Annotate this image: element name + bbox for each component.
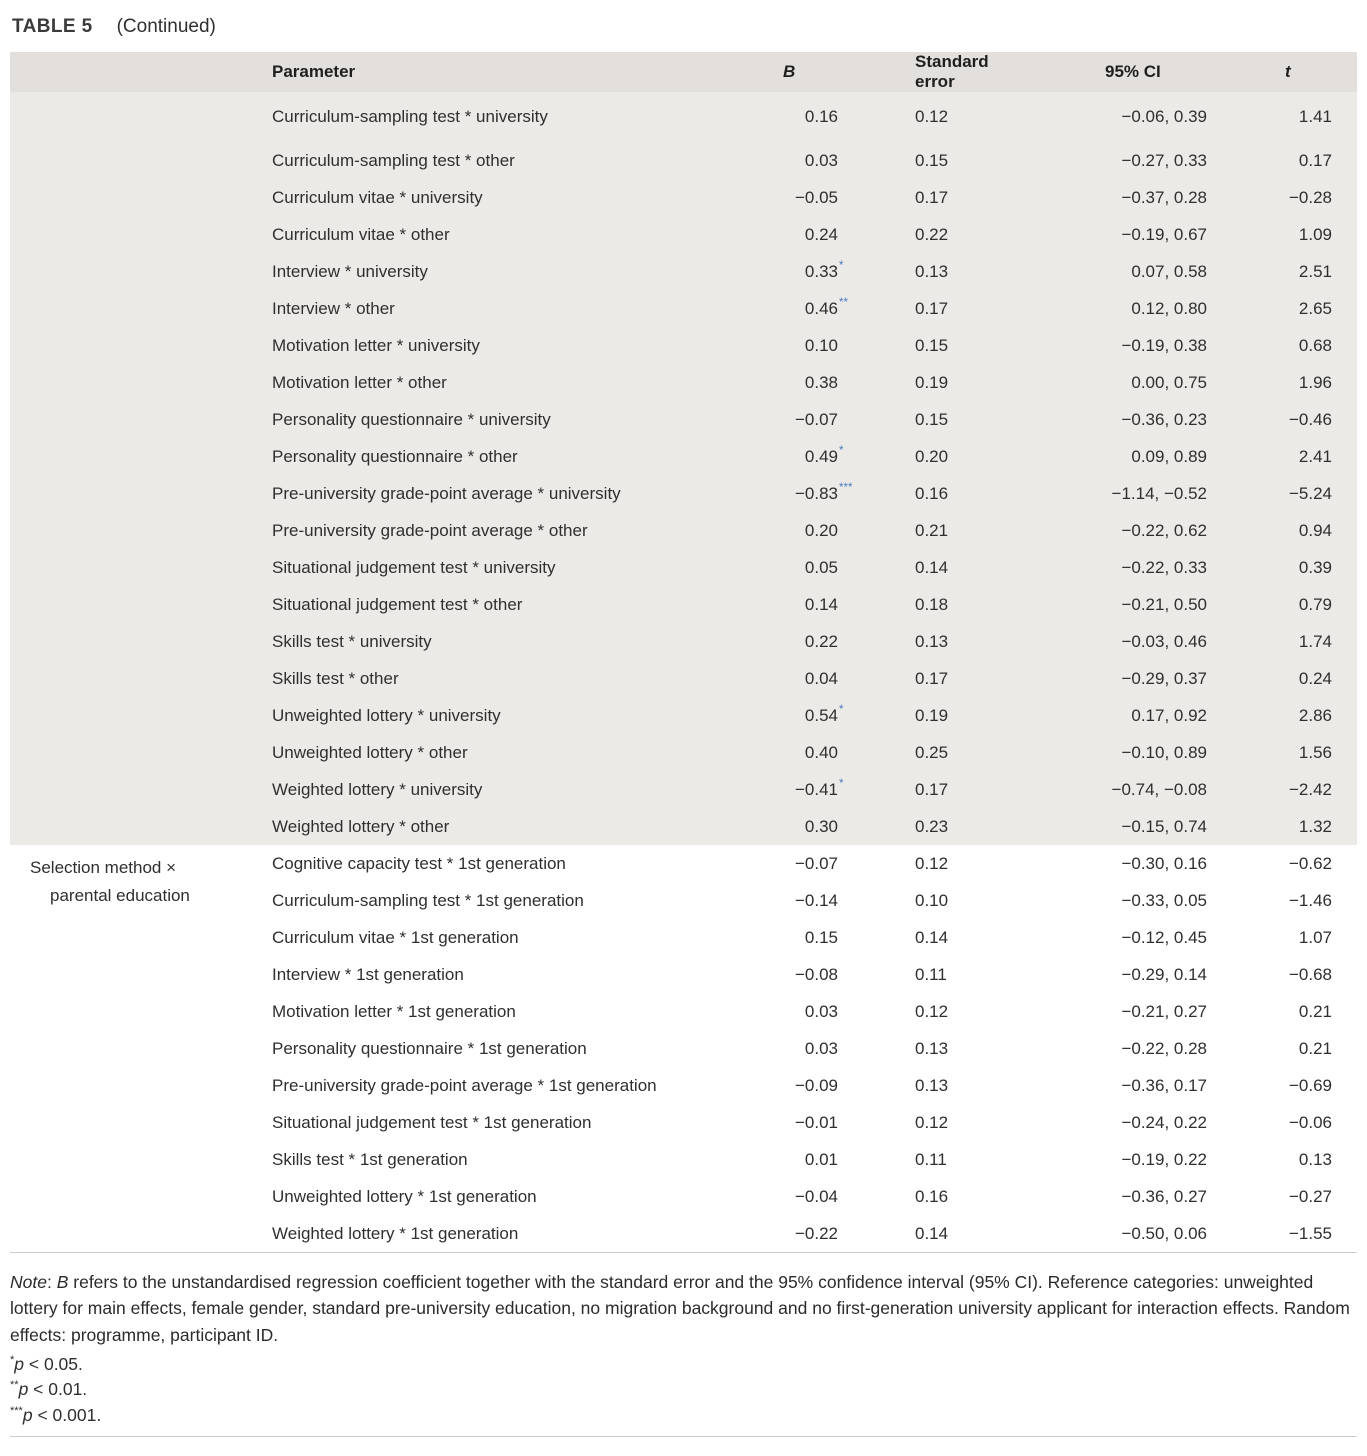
ci-cell: −0.29, 0.37 xyxy=(1015,660,1217,697)
t-value-cell: 0.24 xyxy=(1217,660,1357,697)
b-value-cell xyxy=(772,290,850,327)
b-value-cell xyxy=(772,808,850,845)
parameter-cell: Cognitive capacity test * 1st generation xyxy=(272,853,566,873)
ci-cell: −0.30, 0.16 xyxy=(1121,853,1207,873)
table-continued: (Continued) xyxy=(116,16,216,37)
t-value-cell: −0.28 xyxy=(1217,179,1357,216)
b-value-cell xyxy=(772,1215,850,1253)
footnote-stars: ** xyxy=(10,1379,19,1392)
t-value-cell: 1.07 xyxy=(1298,927,1332,947)
ci-cell: −0.22, 0.33 xyxy=(1015,549,1217,586)
b-value-cell xyxy=(772,623,850,660)
parameter-cell: Pre-university grade-point average * university xyxy=(262,475,772,512)
b-value: −0.14 xyxy=(794,890,838,910)
parameter-cell: Skills test * university xyxy=(262,623,772,660)
parameter-cell: Curriculum-sampling test * 1st generation xyxy=(272,890,584,910)
b-value-cell xyxy=(772,1067,850,1104)
table-body xyxy=(10,92,1357,1253)
significance-stars: * xyxy=(839,445,844,457)
b-value-cell xyxy=(772,401,850,438)
standard-error-cell: 0.13 xyxy=(915,1075,949,1095)
group-label-line: parental education xyxy=(50,886,190,905)
ci-cell: −0.24, 0.22 xyxy=(1121,1112,1207,1132)
standard-error-cell: 0.15 xyxy=(850,142,1015,179)
ci-cell: −0.36, 0.23 xyxy=(1015,401,1217,438)
t-value-cell: 2.51 xyxy=(1217,253,1357,290)
b-value-cell xyxy=(772,734,850,771)
standard-error-cell: 0.16 xyxy=(850,475,1015,512)
table-row xyxy=(10,92,1357,142)
bottom-rule xyxy=(10,1436,1357,1443)
footnotes xyxy=(10,1352,1357,1428)
standard-error-cell: 0.23 xyxy=(850,808,1015,845)
parameter-cell: Personality questionnaire * 1st generation xyxy=(272,1038,587,1058)
b-value-cell xyxy=(772,92,850,142)
significance-stars: ** xyxy=(839,297,848,309)
standard-error-cell: 0.12 xyxy=(915,1001,949,1021)
parameter-cell: Pre-university grade-point average * 1st generation xyxy=(272,1075,657,1095)
ci-cell: −0.36, 0.27 xyxy=(1121,1186,1207,1206)
b-value: −0.41 xyxy=(794,779,838,799)
b-value-cell xyxy=(772,660,850,697)
b-value: 0.05 xyxy=(804,557,838,577)
standard-error-cell: 0.17 xyxy=(850,179,1015,216)
standard-error-cell: 0.18 xyxy=(850,586,1015,623)
t-value-cell: −0.62 xyxy=(1288,853,1332,873)
parameter-cell: Personality questionnaire * university xyxy=(262,401,772,438)
standard-error-cell: 0.10 xyxy=(915,890,949,910)
standard-error-cell: 0.22 xyxy=(850,216,1015,253)
t-value-cell: 2.65 xyxy=(1217,290,1357,327)
standard-error-cell: 0.12 xyxy=(915,853,949,873)
standard-error-cell: 0.15 xyxy=(850,327,1015,364)
b-value-cell xyxy=(772,438,850,475)
significance-stars: * xyxy=(839,704,844,716)
footnote-p01 xyxy=(10,1377,1357,1402)
note-sep: : xyxy=(46,1272,57,1292)
header-row xyxy=(10,52,1357,92)
parameter-cell: Situational judgement test * university xyxy=(262,549,772,586)
t-value-cell: −0.68 xyxy=(1288,964,1332,984)
b-value-cell xyxy=(772,993,850,1030)
ci-cell: −0.22, 0.62 xyxy=(1015,512,1217,549)
b-value-cell xyxy=(772,549,850,586)
b-value: −0.83 xyxy=(794,483,838,503)
parameter-cell: Unweighted lottery * university xyxy=(262,697,772,734)
ci-cell: −0.74, −0.08 xyxy=(1015,771,1217,808)
standard-error-cell: 0.12 xyxy=(850,92,1015,142)
b-value: 0.01 xyxy=(804,1149,838,1169)
t-value-cell: 0.39 xyxy=(1217,549,1357,586)
parameter-cell: Unweighted lottery * other xyxy=(262,734,772,771)
ci-cell: 0.07, 0.58 xyxy=(1015,253,1217,290)
footnote-text: < 0.01. xyxy=(28,1379,88,1400)
b-value: 0.54 xyxy=(804,705,838,725)
t-value-cell: 0.21 xyxy=(1298,1038,1332,1058)
standard-error-cell: 0.19 xyxy=(850,364,1015,401)
parameter-cell: Weighted lottery * other xyxy=(262,808,772,845)
b-value-cell xyxy=(772,216,850,253)
b-value-cell xyxy=(772,475,853,512)
footnote-p: p xyxy=(22,1404,33,1425)
ci-cell: −0.33, 0.05 xyxy=(1121,890,1207,910)
b-value: 0.04 xyxy=(804,668,838,688)
parameter-cell: Motivation letter * 1st generation xyxy=(272,1001,516,1021)
b-value: 0.15 xyxy=(804,927,838,947)
b-value-cell xyxy=(772,919,850,956)
ci-cell: −0.36, 0.17 xyxy=(1121,1075,1207,1095)
standard-error-cell: 0.14 xyxy=(915,1223,949,1243)
t-value-cell: 0.68 xyxy=(1217,327,1357,364)
b-value-cell xyxy=(772,179,850,216)
footnote-text: < 0.05. xyxy=(24,1353,83,1374)
parameter-cell: Curriculum-sampling test * university xyxy=(262,92,772,142)
t-value-cell: 0.13 xyxy=(1298,1149,1332,1169)
ci-cell: −0.19, 0.38 xyxy=(1015,327,1217,364)
table-row xyxy=(10,845,1357,882)
parameter-cell: Skills test * 1st generation xyxy=(272,1149,468,1169)
t-value-cell: 0.17 xyxy=(1217,142,1357,179)
t-value-cell: −2.42 xyxy=(1217,771,1357,808)
b-value: 0.03 xyxy=(804,1038,838,1058)
ci-cell: −0.50, 0.06 xyxy=(1121,1223,1207,1243)
standard-error-cell: 0.17 xyxy=(850,771,1015,808)
stats-table xyxy=(10,52,1357,1253)
b-value-cell xyxy=(772,882,850,919)
header-t: t xyxy=(1285,62,1291,81)
b-value-cell xyxy=(772,253,850,290)
b-value-cell xyxy=(772,1030,850,1067)
parameter-cell: Pre-university grade-point average * other xyxy=(262,512,772,549)
t-value-cell: −1.46 xyxy=(1288,890,1332,910)
t-value-cell: −0.06 xyxy=(1288,1112,1332,1132)
footnote-stars: * xyxy=(10,1353,15,1366)
ci-cell: −0.03, 0.46 xyxy=(1015,623,1217,660)
ci-cell: −1.14, −0.52 xyxy=(1015,475,1217,512)
ci-cell: −0.37, 0.28 xyxy=(1015,179,1217,216)
t-value-cell: −1.55 xyxy=(1288,1223,1332,1243)
parameter-cell: Weighted lottery * university xyxy=(262,771,772,808)
note-label: Note xyxy=(10,1272,47,1292)
footnote-text: < 0.001. xyxy=(32,1404,102,1425)
parameter-cell: Personality questionnaire * other xyxy=(262,438,772,475)
t-value-cell: −0.69 xyxy=(1288,1075,1332,1095)
standard-error-cell: 0.17 xyxy=(850,290,1015,327)
parameter-cell: Situational judgement test * other xyxy=(262,586,772,623)
t-value-cell: −5.24 xyxy=(1217,475,1357,512)
significance-stars: * xyxy=(839,260,844,272)
b-value: −0.05 xyxy=(794,187,838,207)
standard-error-cell: 0.17 xyxy=(850,660,1015,697)
b-value-cell xyxy=(772,956,850,993)
standard-error-cell: 0.13 xyxy=(850,623,1015,660)
ci-cell: −0.15, 0.74 xyxy=(1015,808,1217,845)
table-title xyxy=(10,10,1357,52)
standard-error-cell: 0.14 xyxy=(850,549,1015,586)
parameter-cell: Interview * other xyxy=(262,290,772,327)
ci-cell: 0.12, 0.80 xyxy=(1015,290,1217,327)
t-value-cell: 1.41 xyxy=(1217,92,1357,142)
footnote-p05 xyxy=(10,1352,1357,1377)
t-value-cell: 2.86 xyxy=(1217,697,1357,734)
t-value-cell: 0.79 xyxy=(1217,586,1357,623)
ci-cell: −0.29, 0.14 xyxy=(1121,964,1207,984)
table-number: TABLE 5 xyxy=(12,16,93,37)
standard-error-cell: 0.25 xyxy=(850,734,1015,771)
b-value: 0.20 xyxy=(804,520,838,540)
standard-error-cell: 0.12 xyxy=(915,1112,949,1132)
parameter-cell: Curriculum vitae * 1st generation xyxy=(272,927,519,947)
header-standard-error: Standard error xyxy=(915,52,989,91)
t-value-cell: 1.09 xyxy=(1217,216,1357,253)
note xyxy=(10,1269,1357,1348)
b-value: 0.30 xyxy=(804,816,838,836)
parameter-cell: Weighted lottery * 1st generation xyxy=(272,1223,519,1243)
b-value-cell xyxy=(772,364,850,401)
parameter-cell: Interview * 1st generation xyxy=(272,964,464,984)
standard-error-cell: 0.13 xyxy=(915,1038,949,1058)
b-value: 0.38 xyxy=(804,372,838,392)
b-value: 0.22 xyxy=(804,631,838,651)
t-value-cell: 0.21 xyxy=(1298,1001,1332,1021)
b-value: 0.03 xyxy=(804,150,838,170)
header-b: B xyxy=(783,62,796,81)
b-value: −0.22 xyxy=(794,1223,838,1243)
t-value-cell: 0.94 xyxy=(1217,512,1357,549)
b-value: 0.24 xyxy=(804,224,838,244)
t-value-cell: 1.32 xyxy=(1217,808,1357,845)
group-label-line: Selection method × xyxy=(30,858,177,877)
note-b: B xyxy=(56,1272,69,1292)
table-header xyxy=(10,52,1357,92)
t-value-cell: −0.46 xyxy=(1217,401,1357,438)
ci-cell: −0.10, 0.89 xyxy=(1015,734,1217,771)
b-value: 0.40 xyxy=(804,742,838,762)
parameter-cell: Interview * university xyxy=(262,253,772,290)
parameter-cell: Curriculum vitae * other xyxy=(262,216,772,253)
parameter-cell: Motivation letter * other xyxy=(262,364,772,401)
standard-error-cell: 0.11 xyxy=(915,1149,947,1169)
header-group-spacer xyxy=(10,52,262,92)
b-value-cell xyxy=(772,697,850,734)
standard-error-cell: 0.21 xyxy=(850,512,1015,549)
b-value-cell xyxy=(772,586,850,623)
ci-cell: 0.00, 0.75 xyxy=(1015,364,1217,401)
b-value: −0.07 xyxy=(794,853,838,873)
standard-error-cell: 0.19 xyxy=(850,697,1015,734)
standard-error-cell: 0.20 xyxy=(850,438,1015,475)
b-value-cell xyxy=(772,1178,850,1215)
t-value-cell: 2.41 xyxy=(1217,438,1357,475)
b-value-cell xyxy=(772,1104,850,1141)
footnote-p: p xyxy=(14,1353,25,1374)
ci-cell: −0.06, 0.39 xyxy=(1015,92,1217,142)
b-value: 0.10 xyxy=(804,335,838,355)
ci-cell: −0.21, 0.50 xyxy=(1015,586,1217,623)
b-value-cell xyxy=(772,142,850,179)
footnote-p001 xyxy=(10,1403,1357,1428)
parameter-cell: Curriculum-sampling test * other xyxy=(262,142,772,179)
header-95ci: 95% CI xyxy=(1105,62,1161,81)
standard-error-cell: 0.15 xyxy=(850,401,1015,438)
b-value: −0.08 xyxy=(794,964,838,984)
b-value: 0.49 xyxy=(804,446,838,466)
b-value: −0.04 xyxy=(794,1186,838,1206)
group-label-cell xyxy=(10,845,262,1253)
group-label-cell xyxy=(10,92,262,845)
b-value-cell xyxy=(772,512,850,549)
b-value: −0.09 xyxy=(794,1075,838,1095)
b-value: 0.16 xyxy=(804,107,838,126)
t-value-cell: 1.56 xyxy=(1217,734,1357,771)
standard-error-cell: 0.11 xyxy=(915,964,947,984)
parameter-cell: Motivation letter * university xyxy=(262,327,772,364)
ci-cell: 0.17, 0.92 xyxy=(1015,697,1217,734)
b-value: 0.03 xyxy=(804,1001,838,1021)
b-value-cell xyxy=(772,327,850,364)
significance-stars: *** xyxy=(839,482,853,494)
ci-cell: −0.27, 0.33 xyxy=(1015,142,1217,179)
parameter-cell: Unweighted lottery * 1st generation xyxy=(272,1186,537,1206)
b-value: 0.46 xyxy=(804,298,838,318)
t-value-cell: 1.74 xyxy=(1217,623,1357,660)
t-value-cell: 1.96 xyxy=(1217,364,1357,401)
b-value-cell xyxy=(772,1141,850,1178)
header-parameter: Parameter xyxy=(272,62,356,81)
b-value-cell xyxy=(772,771,850,808)
parameter-cell: Curriculum vitae * university xyxy=(262,179,772,216)
parameter-cell: Skills test * other xyxy=(262,660,772,697)
t-value-cell: −0.27 xyxy=(1288,1186,1332,1206)
ci-cell: −0.21, 0.27 xyxy=(1121,1001,1207,1021)
parameter-cell: Situational judgement test * 1st generation xyxy=(272,1112,592,1132)
footnote-p: p xyxy=(18,1379,29,1400)
note-text: refers to the unstandardised regression coefficient together with the standard error and the 95% confidence interval (95% CI). Reference categories: unweighted lottery for main effects, female gender, standard pre-university education, no migration background and no first-generation university applicant for interaction effects. Random effects: programme, participant ID. xyxy=(10,1272,1350,1345)
standard-error-cell: 0.16 xyxy=(915,1186,949,1206)
standard-error-cell: 0.13 xyxy=(850,253,1015,290)
b-value: −0.07 xyxy=(794,409,838,429)
footnote-stars: *** xyxy=(10,1404,23,1417)
b-value-cell xyxy=(772,845,850,882)
standard-error-cell: 0.14 xyxy=(915,927,949,947)
ci-cell: −0.19, 0.22 xyxy=(1121,1149,1207,1169)
ci-cell: −0.19, 0.67 xyxy=(1015,216,1217,253)
ci-cell: −0.12, 0.45 xyxy=(1121,927,1207,947)
ci-cell: 0.09, 0.89 xyxy=(1015,438,1217,475)
ci-cell: −0.22, 0.28 xyxy=(1121,1038,1207,1058)
b-value: 0.14 xyxy=(804,594,838,614)
b-value: 0.33 xyxy=(804,261,838,281)
significance-stars: * xyxy=(839,778,844,790)
b-value: −0.01 xyxy=(794,1112,838,1132)
